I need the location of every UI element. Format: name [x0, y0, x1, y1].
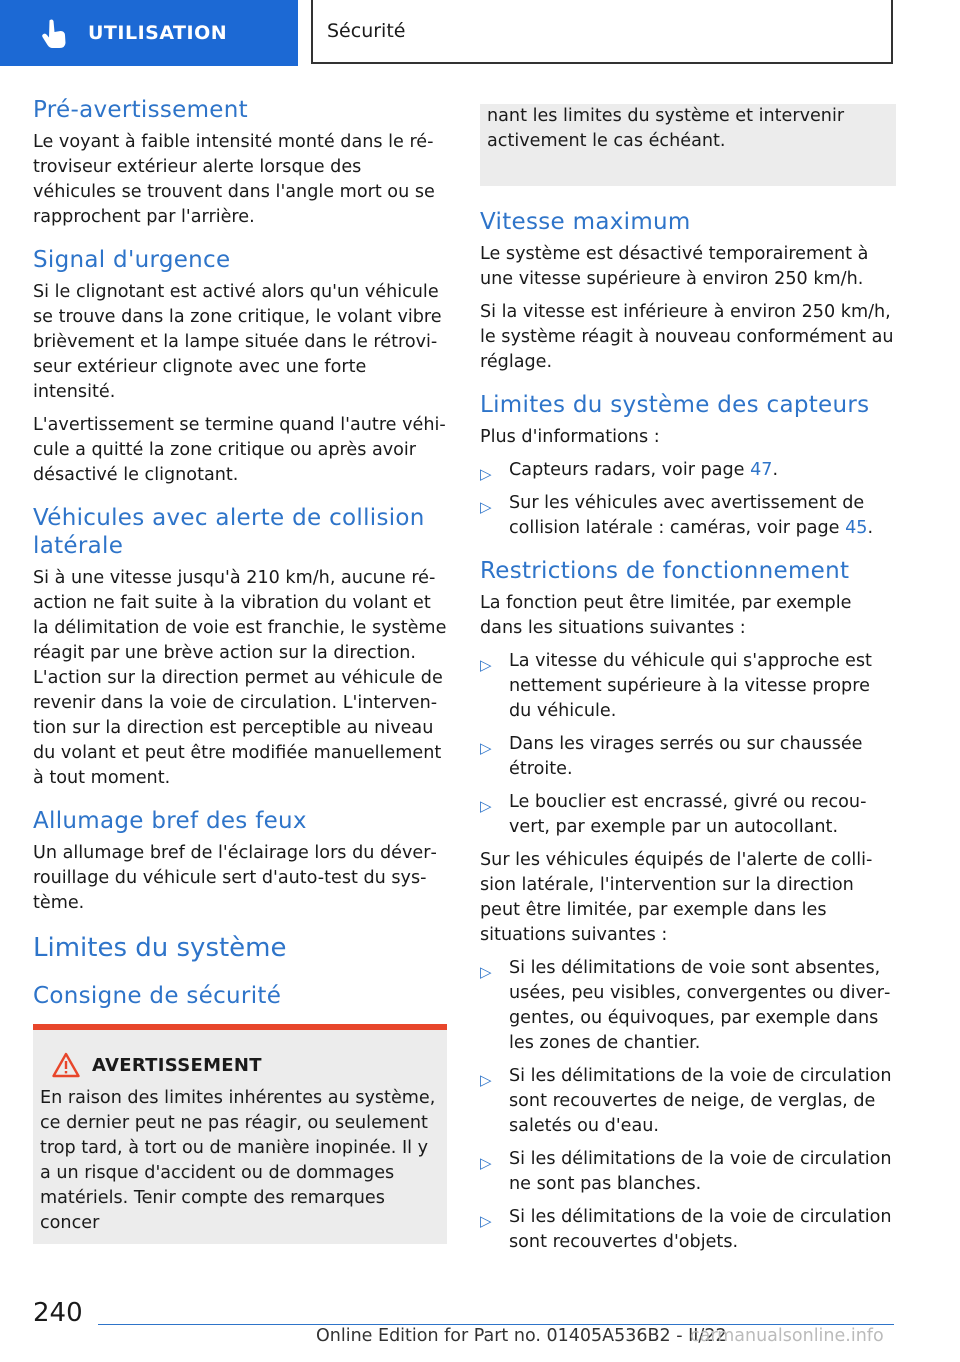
warning-box-continued: [480, 104, 896, 186]
section-limites-capteurs: [480, 391, 896, 541]
heading-restrictions: Restrictions de fonctionnement: [480, 558, 850, 584]
paragraph: Sur les véhicules équipés de l'alerte de collision latérale, l'intervention sur la direction peut être limitée, par exemple dans les situations suivantes :: [480, 850, 873, 945]
capteurs-list: [480, 458, 896, 541]
warning-text: En raison des limites inhérentes au système, ce dernier peut ne pas réagir, ou seulement trop tard, à tort ou de manière inopinée. Il y a un risque d'accident ou de dommages matériels. Tenir compte des remarques concer: [40, 1088, 436, 1233]
chapter-label: UTILISATION: [88, 22, 228, 44]
chapter-tab[interactable]: [0, 0, 298, 66]
paragraph: Plus d'informations :: [480, 427, 660, 447]
triangle-bullet-icon: ▷: [480, 739, 492, 757]
list-item-text: Capteurs radars, voir page: [509, 460, 751, 480]
paragraph: Le système est désactivé temporairement à une vitesse supérieure à environ 250 km/h.: [480, 244, 869, 289]
hand-pointer-icon: [38, 16, 72, 50]
right-column: [480, 104, 896, 1271]
triangle-bullet-icon: ▷: [480, 1071, 492, 1089]
list-item-end: .: [772, 460, 779, 480]
list-item: [480, 956, 896, 1056]
list-item: [480, 1147, 896, 1197]
triangle-bullet-icon: ▷: [480, 963, 492, 981]
list-item-text: Si les délimitations de la voie de circulation sont recouvertes d'objets.: [509, 1207, 892, 1252]
list-item-text: Si les délimitations de la voie de circulation sont recouvertes de neige, de verglas, de saletés ou d'eau.: [509, 1066, 892, 1136]
paragraph: Un allumage bref de l'éclairage lors du déverrouillage du véhicule sert d'auto-test du système.: [33, 843, 437, 913]
list-item-text: Le bouclier est encrassé, givré ou recouvert, par exemple par un autocollant.: [509, 792, 867, 837]
heading-collision-laterale: Véhicules avec alerte de collision latérale: [33, 505, 425, 559]
heading-pre-avertissement: Pré-avertissement: [33, 97, 248, 123]
heading-vitesse-maximum: Vitesse maximum: [480, 209, 691, 235]
edition-text: Online Edition for Part no. 01405A536B2 - II/22: [316, 1326, 727, 1346]
list-item: [480, 1064, 896, 1139]
paragraph: La fonction peut être limitée, par exemple dans les situations suivantes :: [480, 593, 852, 638]
list-item-text: La vitesse du véhicule qui s'approche est nettement supérieure à la vitesse propre du véhicule.: [509, 651, 872, 721]
list-item-end: .: [867, 518, 874, 538]
section-tab: [311, 0, 893, 64]
triangle-bullet-icon: ▷: [480, 1212, 492, 1230]
heading-limites-capteurs: Limites du système des capteurs: [480, 392, 870, 418]
heading-consigne-securite: Consigne de sécurité: [33, 983, 282, 1009]
section-label: Sécurité: [327, 20, 406, 42]
section-collision-laterale: [33, 504, 447, 791]
triangle-bullet-icon: ▷: [480, 465, 492, 483]
list-item: [480, 649, 896, 724]
paragraph: Si la vitesse est inférieure à environ 250 km/h, le système réagit à nouveau conformément au réglage.: [480, 302, 894, 372]
list-item-text: Si les délimitations de la voie de circulation ne sont pas blanches.: [509, 1149, 892, 1194]
warning-text-continued: nant les limites du système et intervenir activement le cas échéant.: [487, 106, 845, 151]
warning-label: AVERTISSEMENT: [92, 1054, 262, 1076]
page-link[interactable]: 47: [750, 460, 773, 480]
list-item: [480, 1205, 896, 1255]
page-number: 240: [33, 1298, 83, 1328]
heading-allumage: Allumage bref des feux: [33, 808, 307, 834]
triangle-bullet-icon: ▷: [480, 498, 492, 516]
paragraph: Le voyant à faible intensité monté dans le rétroviseur extérieur alerte lorsque des véhicules se trouvent dans l'angle mort ou se rapprochent par l'arrière.: [33, 132, 435, 227]
paragraph: L'avertissement se termine quand l'autre véhicule a quitté la zone critique ou après avoir désactivé le clignotant.: [33, 415, 446, 485]
restrictions-list: [480, 649, 896, 840]
section-allumage: [33, 807, 447, 916]
list-item: [480, 732, 896, 782]
list-item: [480, 790, 896, 840]
list-item-text: Dans les virages serrés ou sur chaussée étroite.: [509, 734, 863, 779]
warning-header: [40, 1052, 439, 1078]
page-link[interactable]: 45: [845, 518, 868, 538]
list-item-text: Sur les véhicules avec avertissement de collision latérale : caméras, voir page: [509, 493, 865, 538]
list-item: [480, 458, 896, 483]
list-item: [480, 491, 896, 541]
paragraph: Si à une vitesse jusqu'à 210 km/h, aucune réaction ne fait suite à la vibration du volant et la délimitation de voie est franchie, le système réagit par une brève action sur la direction. L'action sur la direction permet au véhicule de revenir dans la voie de circulation. L'intervention sur la direction est perceptible au niveau du volant et peut être modifiée manuellement à tout moment.: [33, 568, 447, 788]
page-header: [0, 0, 960, 66]
triangle-bullet-icon: ▷: [480, 797, 492, 815]
paragraph: Si le clignotant est activé alors qu'un véhicule se trouve dans la zone critique, le volant vibre brièvement et la lampe située dans le rétroviseur extérieur clignote avec une forte intensité.: [33, 282, 442, 402]
page-footer: [0, 1290, 960, 1362]
section-signal-urgence: [33, 246, 447, 488]
triangle-bullet-icon: ▷: [480, 1154, 492, 1172]
restrictions-list-2: [480, 956, 896, 1255]
heading-signal-urgence: Signal d'urgence: [33, 247, 231, 273]
section-pre-avertissement: [33, 96, 447, 230]
heading-limites-systeme: Limites du système: [33, 933, 287, 963]
footer-divider: [98, 1324, 894, 1325]
section-restrictions: [480, 557, 896, 1255]
warning-triangle-icon: [52, 1052, 80, 1078]
watermark: carmanualsonline.info: [690, 1326, 884, 1346]
section-vitesse-maximum: [480, 208, 896, 375]
triangle-bullet-icon: ▷: [480, 656, 492, 674]
list-item-text: Si les délimitations de voie sont absentes, usées, peu visibles, convergentes ou divergentes, ou équivoques, par exemple dans les zones de chantier.: [509, 958, 891, 1053]
warning-box: [33, 1024, 447, 1244]
left-column: [33, 96, 447, 1244]
